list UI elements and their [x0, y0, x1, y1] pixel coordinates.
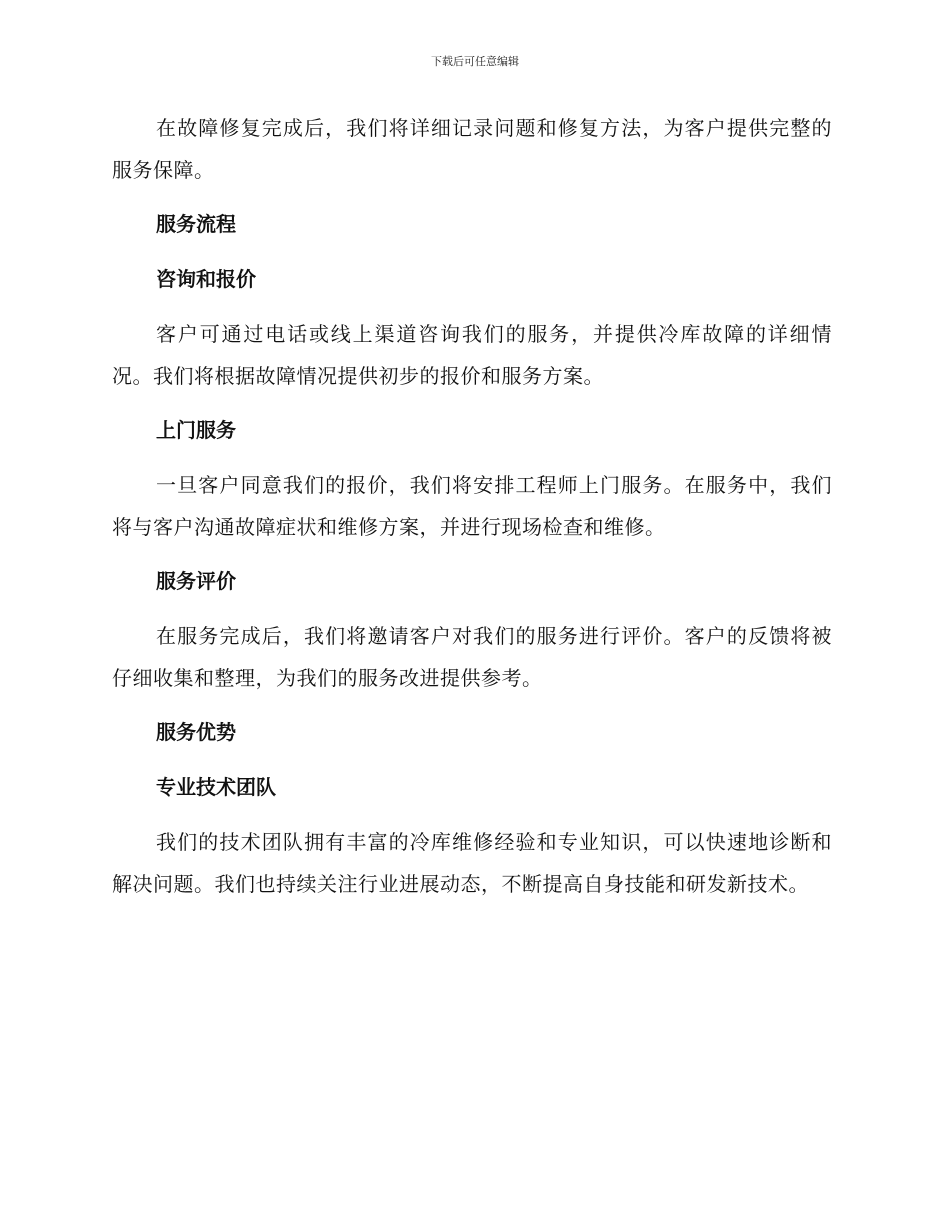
heading-tech-team: 专业技术团队	[156, 775, 276, 799]
paragraph-repair-record: 在故障修复完成后，我们将详细记录问题和修复方法，为客户提供完整的服务保障。	[112, 116, 832, 182]
heading-service-process: 服务流程	[156, 212, 236, 236]
heading-onsite-service: 上门服务	[156, 418, 236, 442]
heading-service-advantage: 服务优势	[156, 720, 236, 744]
paragraph-consult-quote: 客户可通过电话或线上渠道咨询我们的服务，并提供冷库故障的详细情况。我们将根据故障情况提供初步的报价和服务方案。	[112, 322, 832, 388]
heading-consult-quote: 咨询和报价	[156, 267, 256, 291]
page-header: 下载后可任意编辑	[431, 55, 519, 68]
paragraph-tech-team: 我们的技术团队拥有丰富的冷库维修经验和专业知识，可以快速地诊断和解决问题。我们也持续关注行业进展动态，不断提高自身技能和研发新技术。	[112, 830, 832, 896]
heading-service-review: 服务评价	[156, 569, 236, 593]
document-body	[112, 107, 832, 917]
paragraph-onsite-service: 一旦客户同意我们的报价，我们将安排工程师上门服务。在服务中，我们将与客户沟通故障症状和维修方案，并进行现场检查和维修。	[112, 473, 832, 539]
paragraph-service-review: 在服务完成后，我们将邀请客户对我们的服务进行评价。客户的反馈将被仔细收集和整理，为我们的服务改进提供参考。	[112, 624, 832, 690]
